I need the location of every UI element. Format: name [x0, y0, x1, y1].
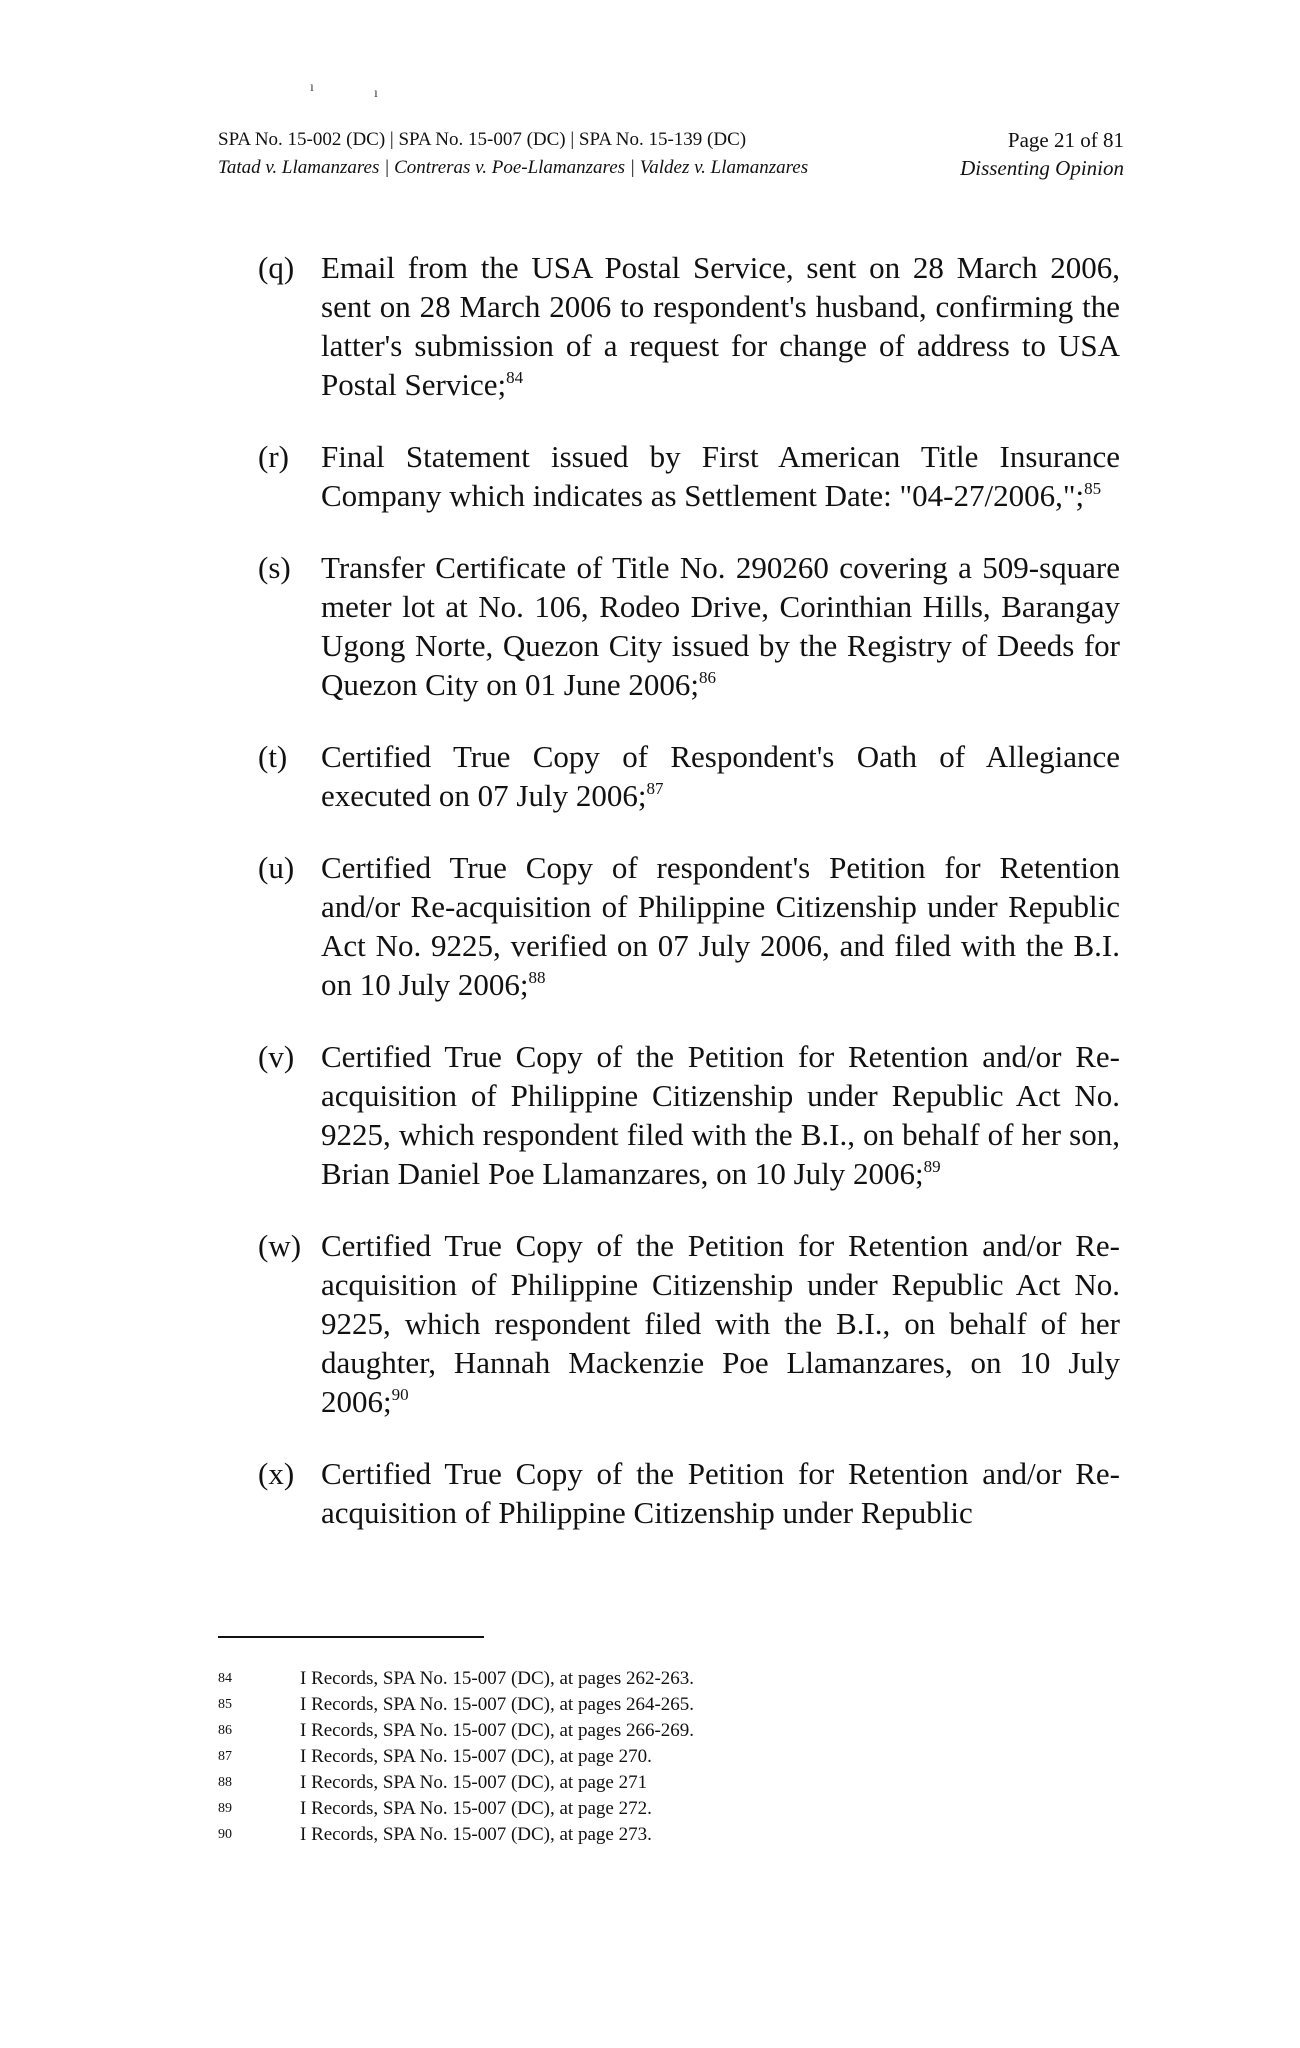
footnote-ref: 87	[646, 779, 664, 798]
footnote-text: I Records, SPA No. 15-007 (DC), at page 272.	[300, 1798, 652, 1819]
footnote	[218, 1770, 918, 1796]
footnote-number: 84	[218, 1671, 232, 1686]
footnote-text: I Records, SPA No. 15-007 (DC), at page 271	[300, 1772, 648, 1793]
list-item	[258, 1037, 1120, 1193]
item-text: Certified True Copy of the Petition for Retention and/or Re-acquisition of Philippine Citizenship under Republic Act No. 9225, which respondent filed with the B.I., on behalf of her daughter, Hannah Mackenzie Poe Llamanzares, on 10 July 2006;$^{90}$	[321, 1228, 1120, 1419]
item-label: (r)	[258, 439, 289, 474]
case-reference	[218, 126, 808, 182]
footnote-ref: 84	[506, 368, 524, 387]
item-text: Final Statement issued by First American Title Insurance Company which indicates as Settlement Date: "04-27/2006,";$^{85}$	[321, 439, 1120, 513]
item-text: Email from the USA Postal Service, sent on 28 March 2006, sent on 28 March 2006 to respondent's husband, confirming the latter's submission of a request for change of address to USA Postal Service;$^{84}$	[321, 250, 1120, 402]
item-label: (t)	[258, 739, 288, 774]
footnote-text: I Records, SPA No. 15-007 (DC), at page 270.	[300, 1746, 652, 1767]
footnote-ref: 89	[923, 1157, 941, 1176]
item-text: Certified True Copy of the Petition for Retention and/or Re-acquisition of Philippine Citizenship under Republic	[321, 1456, 1120, 1530]
list-item	[258, 437, 1120, 515]
case-numbers: SPA No. 15-002 (DC) | SPA No. 15-007 (DC) | SPA No. 15-139 (DC)	[218, 129, 747, 150]
item-label: (q)	[258, 250, 295, 285]
case-titles: Tatad v. Llamanzares | Contreras v. Poe-Llamanzares | Valdez v. Llamanzares	[218, 157, 809, 178]
page-info	[960, 126, 1124, 182]
footnotes	[218, 1666, 918, 1848]
scan-mark: ı	[310, 80, 314, 95]
list-item	[258, 248, 1120, 404]
scan-mark: ı	[374, 86, 378, 101]
list-item	[258, 737, 1120, 815]
footnote-number: 85	[218, 1697, 232, 1712]
footnote-ref: 90	[391, 1385, 409, 1404]
footnote-ref: 88	[528, 968, 546, 987]
item-label: (w)	[258, 1228, 302, 1263]
footnote-number: 90	[218, 1827, 232, 1842]
footnote	[218, 1666, 918, 1692]
item-text: Certified True Copy of respondent's Petition for Retention and/or Re-acquisition of Philippine Citizenship under Republic Act No. 9225, verified on 07 July 2006, and filed with the B.I. on 10 July 2006;$^{88}$	[321, 850, 1120, 1002]
footnote-divider	[218, 1636, 484, 1638]
item-text: Transfer Certificate of Title No. 290260 covering a 509-square meter lot at No. 106, Rodeo Drive, Corinthian Hills, Barangay Ugong Norte, Quezon City issued by the Registry of Deeds for Quezon City on 01 June 2006;$^{86}$	[321, 550, 1120, 702]
list-item	[258, 1226, 1120, 1421]
footnote-number: 89	[218, 1801, 232, 1816]
footnote	[218, 1822, 918, 1848]
footnote-number: 86	[218, 1723, 232, 1738]
footnote	[218, 1692, 918, 1718]
list-item	[258, 848, 1120, 1004]
evidence-list	[258, 248, 1120, 1565]
item-label: (v)	[258, 1039, 295, 1074]
item-label: (s)	[258, 550, 291, 585]
list-item	[258, 548, 1120, 704]
footnote	[218, 1796, 918, 1822]
footnote-text: I Records, SPA No. 15-007 (DC), at pages 264-265.	[300, 1694, 695, 1715]
footnote	[218, 1744, 918, 1770]
footnote-text: I Records, SPA No. 15-007 (DC), at pages 266-269.	[300, 1720, 695, 1741]
footnote-text: I Records, SPA No. 15-007 (DC), at pages 262-263.	[300, 1668, 695, 1689]
page-number: Page 21 of 81	[1007, 128, 1124, 152]
item-text: Certified True Copy of the Petition for Retention and/or Re-acquisition of Philippine Citizenship under Republic Act No. 9225, which respondent filed with the B.I., on behalf of her son, Brian Daniel Poe Llamanzares, on 10 July 2006;$^{89}$	[321, 1039, 1120, 1191]
footnote-number: 87	[218, 1749, 232, 1764]
footnote-ref: 86	[699, 668, 716, 687]
list-item	[258, 1454, 1120, 1532]
opinion-type: Dissenting Opinion	[960, 156, 1124, 180]
item-label: (x)	[258, 1456, 295, 1491]
item-text: Certified True Copy of Respondent's Oath of Allegiance executed on 07 July 2006;$^{87}$	[321, 739, 1120, 813]
footnote	[218, 1718, 918, 1744]
item-label: (u)	[258, 850, 295, 885]
footnote-ref: 85	[1084, 479, 1102, 498]
footnote-text: I Records, SPA No. 15-007 (DC), at page 273.	[300, 1824, 652, 1845]
footnote-number: 88	[218, 1775, 232, 1790]
